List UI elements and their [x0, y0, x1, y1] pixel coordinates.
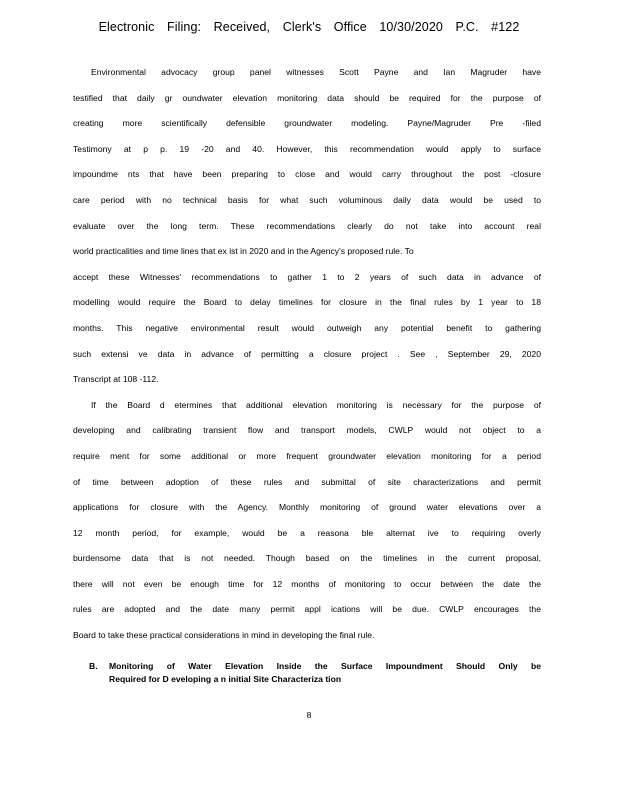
page-number: 8 — [306, 710, 312, 720]
section-heading-line: Required for D eveloping a n initial Site Characteriza tion — [109, 674, 342, 684]
section-heading-text — [109, 660, 541, 686]
text-line: Environmental advocacy group panel witnesses Scott Payne and Ian Magruder have — [91, 67, 541, 77]
text-line: developing and calibrating transient flow and transport models, CWLP would not object to a — [73, 425, 541, 436]
text-line: Testimony at p p. 19 -20 and 40. However, this recommendation would apply to surface — [73, 143, 541, 154]
section-heading-letter: B. — [89, 661, 98, 671]
text-line: evaluate over the long term. These recommendations clearly do not take into account real — [73, 220, 541, 231]
paragraph-1 — [73, 60, 541, 393]
text-line: modelling would require the Board to delay timelines for closure in the final rules by 1 year to 18 — [73, 297, 541, 308]
text-line: there will not even be enough time for 12 months of monitoring to occur between the date the — [73, 578, 541, 589]
text-line: months. This negative environmental result would outweigh any potential benefit to gathering — [73, 322, 541, 333]
text-line: burdensome data that is not needed. Though based on the timelines in the current proposal, — [73, 553, 541, 564]
text-line: Board to take these practical considerations in mind in developing the final rule. — [73, 630, 375, 641]
body-text — [73, 60, 541, 649]
text-line: 12 month period, for example, would be a reasona ble alternat ive to requiring overly — [73, 527, 541, 538]
section-heading — [89, 660, 541, 686]
text-line: of time between adoption of these rules and submittal of site characterizations and permit — [73, 476, 541, 487]
text-line: care period with no technical basis for what such voluminous daily data would be used to — [73, 194, 541, 205]
text-line: applications for closure with the Agency. Monthly monitoring of ground water elevations over a — [73, 502, 541, 513]
text-line: testified that daily gr oundwater elevation monitoring data should be required for the purpose of — [73, 92, 541, 103]
paragraph-2 — [73, 393, 541, 649]
text-line: creating more scientifically defensible groundwater modeling. Payne/Magruder Pre -filed — [73, 118, 541, 129]
text-line: accept these Witnesses' recommendations to gather 1 to 2 years of such data in advance of — [73, 271, 541, 282]
section-heading-line: Monitoring of Water Elevation Inside the Surface Impoundment Should Only be — [109, 661, 541, 671]
text-line: require ment for some additional or more frequent groundwater elevation monitoring for a period — [73, 450, 541, 461]
text-line: impoundme nts that have been preparing to close and would carry throughout the post -closure — [73, 169, 541, 180]
text-line: world practicalities and time lines that ex ist in 2020 and in the Agency's proposed rule. To — [73, 246, 414, 257]
text-line: such extensi ve data in advance of permitting a closure project . See , September 29, 2020 — [73, 348, 541, 359]
filing-stamp-header: Electronic Filing: Received, Clerk's Office 10/30/2020 P.C. #122 — [98, 20, 520, 34]
text-line: If the Board d etermines that additional elevation monitoring is necessary for the purpose of — [91, 399, 541, 410]
text-line: rules are adopted and the date many permit appl ications will be due. CWLP encourages the — [73, 604, 541, 615]
text-line: Transcript at 108 -112. — [73, 374, 159, 385]
